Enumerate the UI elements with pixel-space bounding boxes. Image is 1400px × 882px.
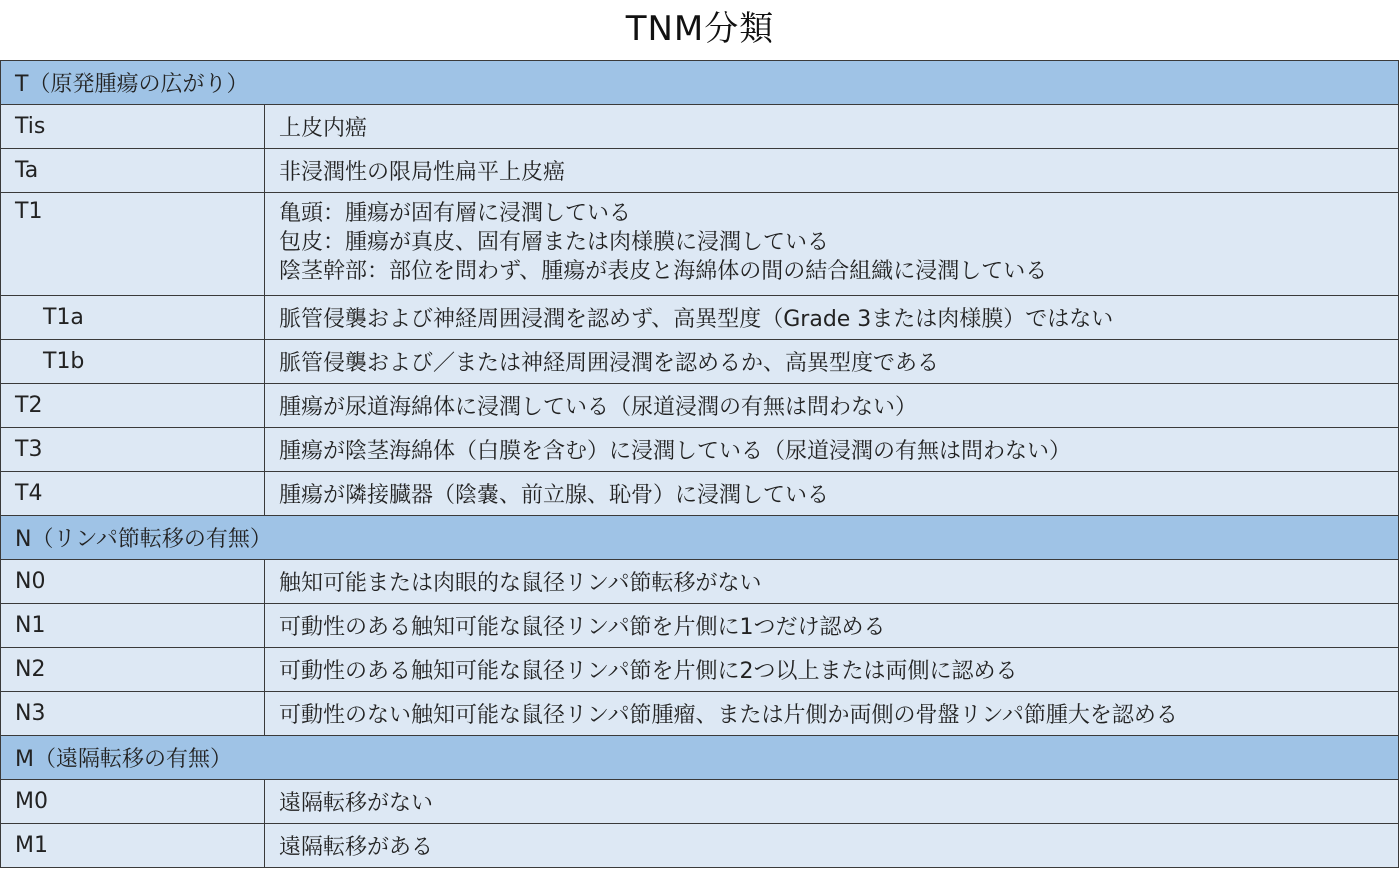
stage-code: N1 [1, 604, 265, 648]
stage-code: N2 [1, 648, 265, 692]
stage-code: T2 [1, 384, 265, 428]
stage-code: N3 [1, 692, 265, 736]
stage-code: M0 [1, 780, 265, 824]
stage-description: 非浸潤性の限局性扁平上皮癌 [265, 149, 1399, 193]
stage-code: T1a [1, 296, 265, 340]
table-row [1, 780, 1399, 824]
table-row [1, 824, 1399, 868]
stage-code: T1 [1, 193, 265, 296]
stage-code: Ta [1, 149, 265, 193]
table-row [1, 193, 1399, 296]
stage-description: 腫瘍が尿道海綿体に浸潤している（尿道浸潤の有無は問わない） [265, 384, 1399, 428]
stage-description: 遠隔転移がある [265, 824, 1399, 868]
stage-description: 腫瘍が隣接臓器（陰嚢、前立腺、恥骨）に浸潤している [265, 472, 1399, 516]
stage-description: 脈管侵襲および神経周囲浸潤を認めず、高異型度（Grade 3または肉様膜）ではない [265, 296, 1399, 340]
stage-description [265, 193, 1399, 296]
stage-description: 可動性のある触知可能な鼠径リンパ節を片側に2つ以上または両側に認める [265, 648, 1399, 692]
stage-code: T3 [1, 428, 265, 472]
table-row [1, 384, 1399, 428]
tnm-classification-table [0, 60, 1399, 868]
stage-description: 上皮内癌 [265, 105, 1399, 149]
section-header-label: N（リンパ節転移の有無） [1, 516, 1399, 560]
section-header-label: M（遠隔転移の有無） [1, 736, 1399, 780]
description-line: 陰茎幹部：部位を問わず、腫瘍が表皮と海綿体の間の結合組織に浸潤している [279, 259, 1048, 284]
stage-description: 可動性のある触知可能な鼠径リンパ節を片側に1つだけ認める [265, 604, 1399, 648]
table-row [1, 604, 1399, 648]
section-header-label: T（原発腫瘍の広がり） [1, 61, 1399, 105]
table-row [1, 472, 1399, 516]
stage-description: 腫瘍が陰茎海綿体（白膜を含む）に浸潤している（尿道浸潤の有無は問わない） [265, 428, 1399, 472]
stage-code: M1 [1, 824, 265, 868]
table-row [1, 692, 1399, 736]
table-row [1, 560, 1399, 604]
stage-code: T1b [1, 340, 265, 384]
table-row [1, 428, 1399, 472]
stage-description: 脈管侵襲および／または神経周囲浸潤を認めるか、高異型度である [265, 340, 1399, 384]
stage-code: N0 [1, 560, 265, 604]
stage-description: 可動性のない触知可能な鼠径リンパ節腫瘤、または片側か両側の骨盤リンパ節腫大を認める [265, 692, 1399, 736]
stage-description: 触知可能または肉眼的な鼠径リンパ節転移がない [265, 560, 1399, 604]
table-row [1, 340, 1399, 384]
stage-description: 遠隔転移がない [265, 780, 1399, 824]
page-title: TNM分類 [625, 9, 775, 49]
description-line: 亀頭：腫瘍が固有層に浸潤している [279, 201, 632, 226]
section-header-m [1, 736, 1399, 780]
table-row [1, 296, 1399, 340]
table-row [1, 105, 1399, 149]
table-row [1, 648, 1399, 692]
description-line: 包皮：腫瘍が真皮、固有層または肉様膜に浸潤している [279, 230, 830, 255]
table-row [1, 149, 1399, 193]
section-header-n [1, 516, 1399, 560]
stage-code: Tis [1, 105, 265, 149]
section-header-t [1, 61, 1399, 105]
stage-code: T4 [1, 472, 265, 516]
